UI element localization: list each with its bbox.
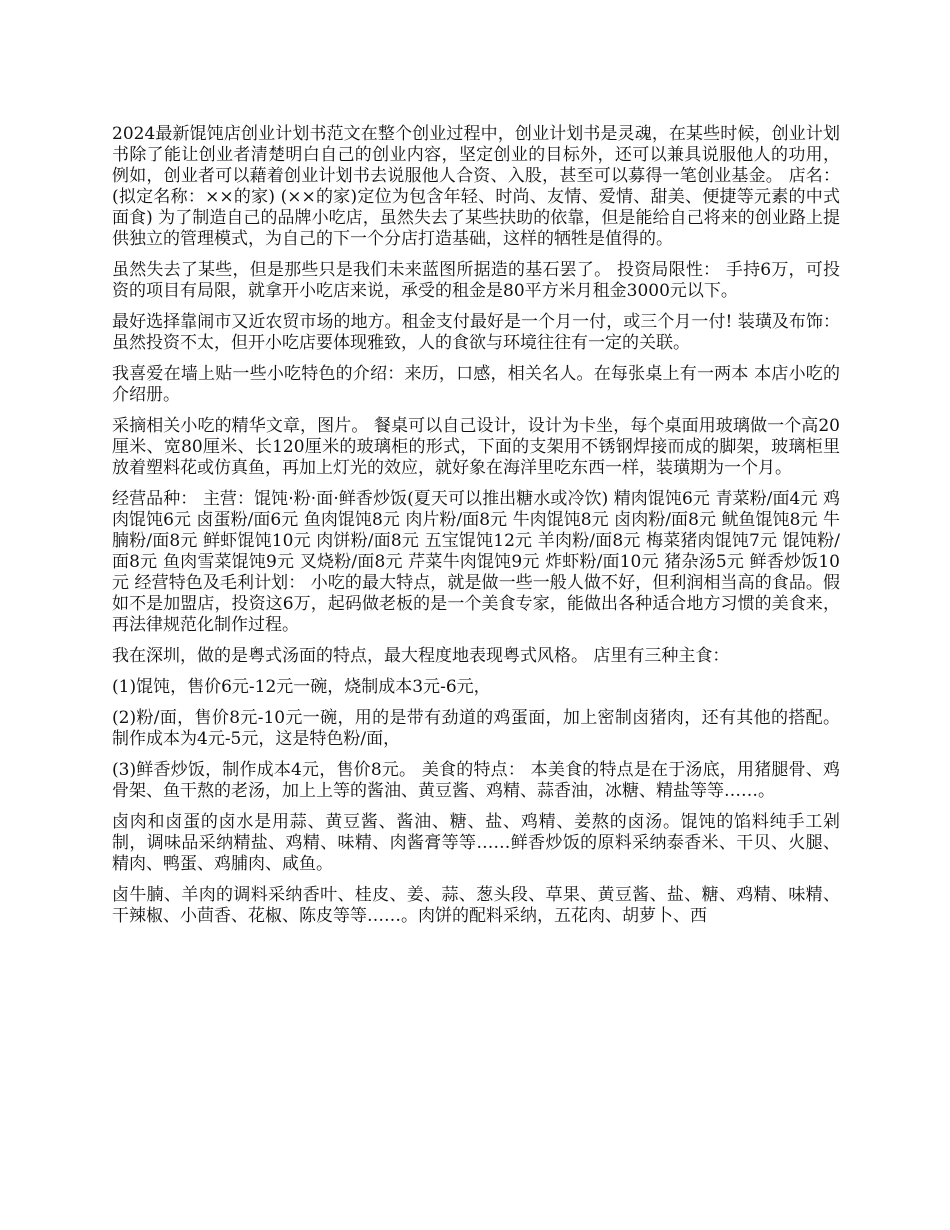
paragraph-table-design: 采摘相关小吃的精华文章，图片。 餐桌可以自己设计，设计为卡坐，每个桌面用玻璃做一个高20厘米、宽80厘米、长120厘米的玻璃柜的形式，下面的支架用不锈钢焊接而成的脚架，玻璃柜里放着塑料花或仿真鱼，再加上灯光的效应，就好象在海洋里吃东西一样，装璜期为一个月。 xyxy=(112,416,840,478)
document-body xyxy=(112,124,840,937)
paragraph-noodles: (2)粉/面，售价8元-10元一碗，用的是带有劲道的鸡蛋面，加上密制卤猪肉，还有其他的搭配。制作成本为4元-5元，这是特色粉/面， xyxy=(112,708,840,749)
paragraph-braise: 卤肉和卤蛋的卤水是用蒜、黄豆酱、酱油、糖、盐、鸡精、姜熬的卤汤。馄饨的馅料纯手工剁制，调味品采纳精盐、鸡精、味精、肉酱膏等等……鲜香炒饭的原料采纳泰香米、干贝、火腿、精肉、鸭蛋、鸡脯肉、咸鱼。 xyxy=(112,812,840,874)
paragraph-intro: 2024最新馄饨店创业计划书范文在整个创业过程中，创业计划书是灵魂，在某些时候，创业计划书除了能让创业者清楚明白自己的创业内容，坚定创业的目标外，还可以兼具说服他人的功用，例如，创业者可以藉着创业计划书去说服他人合资、入股，甚至可以募得一笔创业基金。 店名：(拟定名称：××的家) (××的家)定位为包含年轻、时尚、友情、爱情、甜美、便捷等元素的中式面食) 为了制造自己的品牌小吃店，虽然失去了某些扶助的依靠，但是能给自己将来的创业路上提供独立的管理模式，为自己的下一个分店打造基础，这样的牺牲是值得的。 xyxy=(112,124,840,249)
paragraph-wonton: (1)馄饨，售价6元-12元一碗，烧制成本3元-6元， xyxy=(112,677,491,697)
paragraph-menu: 经营品种： 主营：馄饨·粉·面·鲜香炒饭(夏天可以推出糖水或冷饮) 精肉馄饨6元 青菜粉/面4元 鸡肉馄饨6元 卤蛋粉/面6元 鱼肉馄饨8元 肉片粉/面8元 牛肉馄饨8元 卤肉粉/面8元 鱿鱼馄饨8元 牛腩粉/面8元 鲜虾馄饨10元 肉饼粉/面8元 五宝馄饨12元 羊肉粉/面8元 梅菜猪肉馄饨7元 馄饨粉/面8元 鱼肉雪菜馄饨9元 叉烧粉/面8元 芹菜牛肉馄饨9元 炸虾粉/面10元 猪杂汤5元 鲜香炒饭10元 经营特色及毛利计划： 小吃的最大特点，就是做一些一般人做不好，但利润相当高的食品。假如不是加盟店，投资这6万，起码做老板的是一个美食专家，能做出各种适合地方习惯的美食来，再法律规范化制作过程。 xyxy=(112,489,840,635)
paragraph-location: 最好选择靠闹市又近农贸市场的地方。租金支付最好是一个月一付，或三个月一付! 装璜及布饰： 虽然投资不太，但开小吃店要体现雅致，人的食欲与环境往往有一定的关联。 xyxy=(112,312,840,353)
paragraph-decoration: 我喜爱在墙上贴一些小吃特色的介绍：来历，口感，相关名人。在每张桌上有一两本 本店小吃的介绍册。 xyxy=(112,364,840,405)
paragraph-seasoning: 卤牛腩、羊肉的调料采纳香叶、桂皮、姜、蒜、葱头段、草果、黄豆酱、盐、糖、鸡精、味精、干辣椒、小茴香、花椒、陈皮等等……。肉饼的配料采纳，五花肉、胡萝卜、西 xyxy=(112,885,840,926)
paragraph-investment: 虽然失去了某些，但是那些只是我们未来蓝图所据造的基石罢了。 投资局限性： 手持6万，可投资的项目有局限，就拿开小吃店来说，承受的租金是80平方米月租金3000元以下。 xyxy=(112,260,840,301)
paragraph-fried-rice: (3)鲜香炒饭，制作成本4元，售价8元。 美食的特点： 本美食的特点是在于汤底，用猪腿骨、鸡骨架、鱼干熬的老汤，加上上等的酱油、黄豆酱、鸡精、蒜香油，冰糖、精盐等等……。 xyxy=(112,760,840,801)
paragraph-style: 我在深圳，做的是粤式汤面的特点，最大程度地表现粤式风格。 店里有三种主食： xyxy=(112,646,730,666)
